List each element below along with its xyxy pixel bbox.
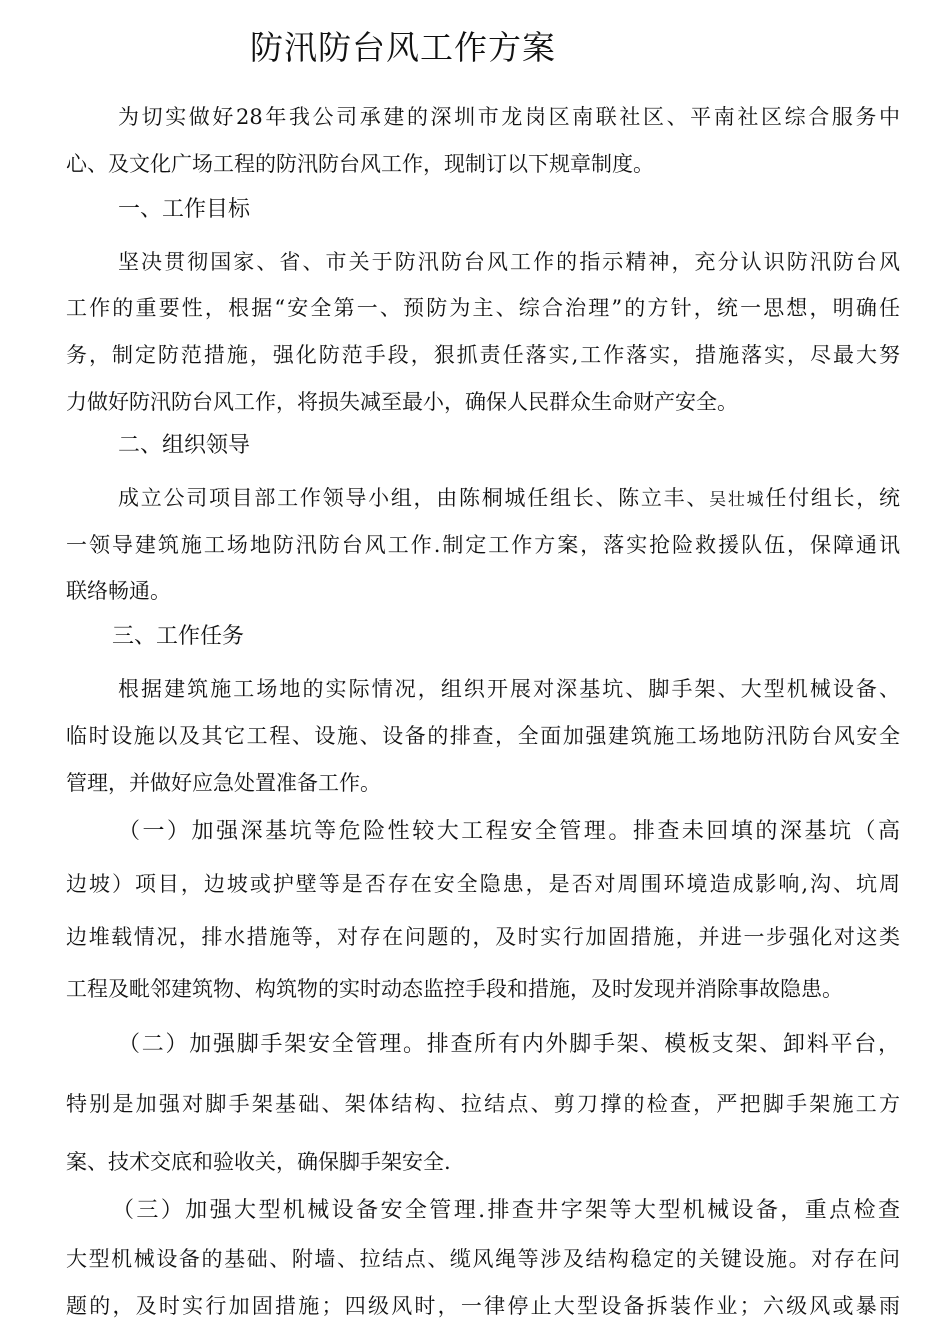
section2-line-3: 联络畅通。 [66,579,171,603]
intro-line-1: 为切实做好28年我公司承建的深圳市龙岗区南联社区、平南社区综合服务中 [118,105,900,129]
section1-line-4: 力做好防汛防台风工作，将损失减至最小，确保人民群众生命财产安全。 [66,390,738,414]
section2-line-1 [118,484,900,514]
item1-line-4: 工程及毗邻建筑物、构筑物的实时动态监控手段和措施，及时发现并消除事故隐患。 [66,977,843,1001]
section2-line-1-part-a: 成立公司项目部工作领导小组，由陈桐城任组长、陈立丰、 [118,486,710,510]
section2-line-1-part-b: 任付组长，统 [765,486,901,510]
item1-line-2: 边坡）项目，边坡或护壁等是否存在安全隐患，是否对周围环境造成影响,沟、坑周 [66,872,900,896]
section1-line-2: 工作的重要性，根据“安全第一、预防为主、综合治理”的方针，统一思想，明确任 [66,296,900,320]
item1-line-1: （一）加强深基坑等危险性较大工程安全管理。排查未回填的深基坑（高 [118,819,900,844]
section3-line-3: 管理，并做好应急处置准备工作。 [66,771,381,795]
item3-line-1: （三）加强大型机械设备安全管理.排查井字架等大型机械设备，重点检查 [112,1198,900,1223]
section3-line-1: 根据建筑施工场地的实际情况，组织开展对深基坑、脚手架、大型机械设备、 [118,677,900,701]
item3-line-3: 题的，及时实行加固措施；四级风时，一律停止大型设备拆装作业；六级风或暴雨 [66,1294,900,1318]
item2-line-3: 案、技术交底和验收关，确保脚手架安全. [66,1150,451,1174]
item3-line-2: 大型机械设备的基础、附墙、拉结点、缆风绳等涉及结构稳定的关键设施。对存在问 [66,1247,900,1271]
section-heading-goals: 一、工作目标 [118,197,251,222]
document-title: 防汛防台风工作方案 [250,28,556,67]
section1-line-1: 坚决贯彻国家、省、市关于防汛防台风工作的指示精神，充分认识防汛防台风 [118,250,900,274]
item1-line-3: 边堆载情况，排水措施等，对存在问题的，及时实行加固措施，并进一步强化对这类 [66,925,900,949]
section2-line-1-name: 吴壮城 [709,490,766,510]
item2-line-1: （二）加强脚手架安全管理。排查所有内外脚手架、模板支架、卸料平台， [118,1032,900,1057]
section3-line-2: 临时设施以及其它工程、设施、设备的排查，全面加强建筑施工场地防汛防台风安全 [66,724,900,748]
section2-line-2: 一领导建筑施工场地防汛防台风工作.制定工作方案，落实抢险救援队伍，保障通讯 [66,533,900,557]
section1-line-3: 务，制定防范措施，强化防范手段，狠抓责任落实,工作落实，措施落实，尽最大努 [66,343,900,367]
item2-line-2: 特别是加强对脚手架基础、架体结构、拉结点、剪刀撑的检查，严把脚手架施工方 [66,1092,900,1116]
section-heading-organization: 二、组织领导 [118,433,251,458]
section-heading-tasks: 三、工作任务 [112,624,245,649]
intro-line-2: 心、及文化广场工程的防汛防台风工作，现制订以下规章制度。 [66,152,654,176]
